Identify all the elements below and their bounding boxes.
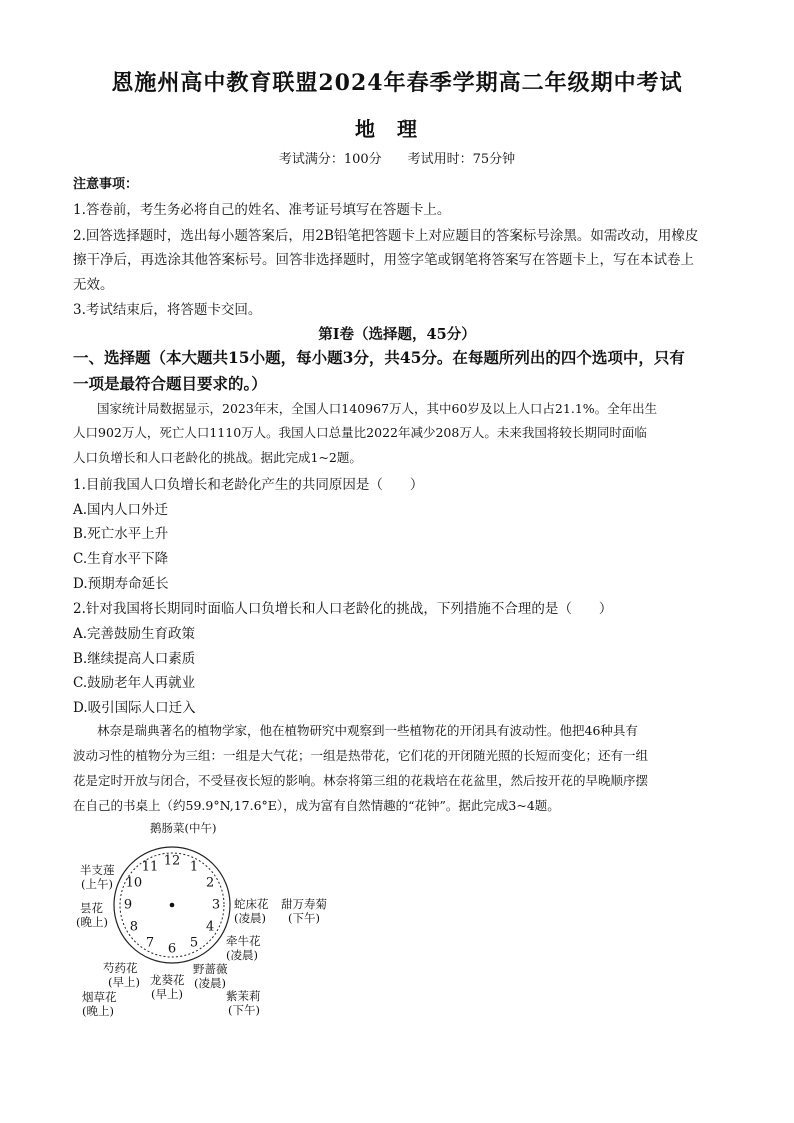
subject-title: 地理 bbox=[355, 117, 439, 141]
clock-numeral-2: 2 bbox=[205, 875, 215, 891]
label-shechuang-time: (凌晨) bbox=[234, 911, 266, 925]
label-tianwanshou-name: 甜万寿菊 bbox=[281, 897, 327, 911]
passage2-line-1: 林奈是瑞典著名的植物学家，他在植物研究中观察到一些植物花的开闭具有波动性。他把46种具有 bbox=[97, 723, 638, 738]
notice-item-2-line-1: 2.回答选择题时，选出每小题答案后，用2B铅笔把答题卡上对应题目的答案标号涂黑。如需改动，用橡皮 bbox=[73, 228, 699, 244]
question-1-option-a: A.国内人口外迁 bbox=[73, 502, 169, 518]
clock-numeral-6: 6 bbox=[167, 941, 177, 957]
question-1-stem: 1.目前我国人口负增长和老龄化产生的共同原因是（ ） bbox=[73, 477, 424, 493]
clock-center-dot bbox=[170, 903, 175, 908]
clock-numeral-5: 5 bbox=[189, 935, 199, 951]
clock-numeral-8: 8 bbox=[129, 919, 139, 935]
clock-numeral-12: 12 bbox=[163, 853, 181, 869]
clock-numeral-3: 3 bbox=[211, 897, 221, 913]
label-shaoyao-name: 芍药花 bbox=[103, 961, 138, 975]
question-2-option-a: A.完善鼓励生育政策 bbox=[73, 626, 196, 642]
label-noon: 鹅肠菜(中午) bbox=[150, 821, 217, 835]
clock-numeral-1: 1 bbox=[189, 859, 199, 875]
label-banzhilian-name: 半支莲 bbox=[80, 863, 115, 877]
question-2-option-d: D.吸引国际人口迁入 bbox=[73, 700, 196, 716]
label-shaoyao-time: (早上) bbox=[108, 975, 140, 989]
passage2-line-2: 波动习性的植物分为三组：一组是大气花；一组是热带花，它们花的开闭随光照的长短而变化；还有一组 bbox=[73, 748, 649, 763]
label-longkui-time: (早上) bbox=[151, 987, 183, 1001]
notice-heading: 注意事项： bbox=[73, 177, 139, 192]
label-banzhilian-time: (上午) bbox=[81, 877, 113, 891]
question-1-option-b: B.死亡水平上升 bbox=[73, 526, 169, 542]
exam-meta: 考试满分：100分 考试用时：75分钟 bbox=[278, 152, 516, 167]
question-2-option-b: B.继续提高人口素质 bbox=[73, 651, 196, 667]
section-heading-line-2: 一项是最符合题目要求的。） bbox=[73, 374, 267, 393]
question-1-option-d: D.预期寿命延长 bbox=[73, 576, 169, 592]
passage1-line-1: 国家统计局数据显示，2023年末，全国人口140967万人，其中60岁及以上人口占21.1%。全年出生 bbox=[97, 401, 658, 416]
question-2-stem: 2.针对我国将长期同时面临人口负增长和人口老龄化的挑战，下列措施不合理的是（ ） bbox=[73, 601, 613, 617]
question-2-option-c: C.鼓励老年人再就业 bbox=[73, 675, 196, 691]
label-zimoli-name: 紫茉莉 bbox=[226, 989, 261, 1003]
label-shechuang-name: 蛇床花 bbox=[234, 897, 269, 911]
label-qianniu-time: (凌晨) bbox=[226, 948, 258, 962]
passage2-line-3: 花是定时开放与闭合，不受昼夜长短的影响。林奈将第三组的花栽培在花盆里，然后按开花的早晚顺序摆 bbox=[73, 773, 649, 788]
label-yancao-name: 烟草花 bbox=[82, 990, 117, 1004]
label-tanhua-name: 昙花 bbox=[80, 901, 103, 915]
flower-clock-figure bbox=[70, 820, 370, 1030]
clock-numeral-11: 11 bbox=[141, 859, 159, 875]
notice-item-2-line-3: 无效。 bbox=[73, 277, 114, 293]
passage1-line-2: 人口902万人，死亡人口1110万人。我国人口总量比2022年减少208万人。未来我国将较长期同时面临 bbox=[73, 425, 647, 440]
flower-clock-svg bbox=[70, 820, 370, 1030]
clock-numeral-10: 10 bbox=[125, 875, 143, 891]
label-qianniu-name: 牵牛花 bbox=[226, 934, 261, 948]
passage2-line-4: 在自己的书桌上（约59.9°N,17.6°E），成为富有自然情趣的“花钟”。据此完成3~4题。 bbox=[73, 798, 560, 813]
exam-title: 恩施州高中教育联盟2024年春季学期高二年级期中考试 bbox=[111, 70, 683, 96]
label-longkui-name: 龙葵花 bbox=[150, 973, 185, 987]
label-yeqiangwei-time: (凌晨) bbox=[194, 976, 226, 990]
notice-item-3: 3.考试结束后，将答题卡交回。 bbox=[73, 302, 262, 318]
section-heading-line-1: 一、选择题（本大题共15小题，每小题3分，共45分。在每题所列出的四个选项中，只有 bbox=[73, 348, 685, 367]
clock-numeral-4: 4 bbox=[205, 919, 215, 935]
notice-item-1: 1.答卷前，考生务必将自己的姓名、准考证号填写在答题卡上。 bbox=[73, 202, 451, 218]
label-yancao-time: (晚上) bbox=[82, 1004, 114, 1018]
part1-heading: 第Ⅰ卷（选择题，45分） bbox=[318, 326, 476, 343]
question-1-option-c: C.生育水平下降 bbox=[73, 551, 169, 567]
passage1-line-3: 人口负增长和人口老龄化的挑战。据此完成1~2题。 bbox=[73, 450, 362, 465]
label-tianwanshou-time: (下午) bbox=[288, 911, 320, 925]
label-yeqiangwei-name: 野蔷薇 bbox=[193, 962, 228, 976]
label-zimoli-time: (下午) bbox=[228, 1003, 260, 1017]
notice-item-2-line-2: 擦干净后，再选涂其他答案标号。回答非选择题时，用签字笔或钢笔将答案写在答题卡上，写在本试卷上 bbox=[73, 252, 694, 268]
label-tanhua-time: (晚上) bbox=[76, 915, 108, 929]
clock-numeral-7: 7 bbox=[145, 935, 155, 951]
clock-numeral-9: 9 bbox=[123, 897, 133, 913]
